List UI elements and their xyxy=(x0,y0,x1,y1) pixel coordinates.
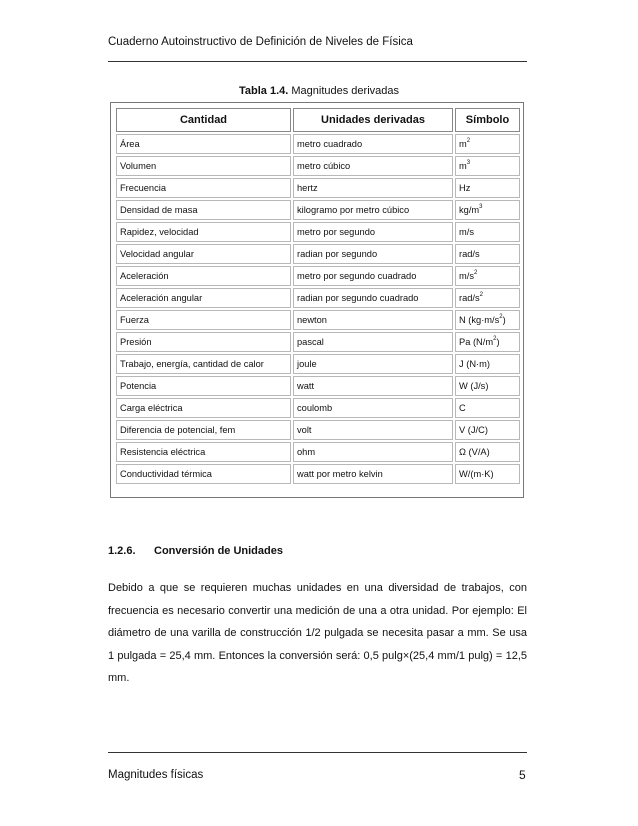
page-number: 5 xyxy=(519,768,526,782)
table-header-row xyxy=(116,108,520,132)
table-row xyxy=(116,376,520,396)
header-cantidad: Cantidad xyxy=(116,108,291,132)
cell-unidad: ohm xyxy=(293,442,453,462)
cell-cantidad: Diferencia de potencial, fem xyxy=(116,420,291,440)
section-number: 1.2.6. xyxy=(108,545,136,557)
table-row xyxy=(116,398,520,418)
symbol-text: Ω (V/A) xyxy=(459,447,490,457)
footer-rule xyxy=(108,752,527,753)
footer-title: Magnitudes físicas xyxy=(108,769,204,781)
cell-cantidad: Resistencia eléctrica xyxy=(116,442,291,462)
cell-unidad: watt xyxy=(293,376,453,396)
table-caption xyxy=(0,85,638,97)
cell-cantidad: Fuerza xyxy=(116,310,291,330)
cell-unidad: coulomb xyxy=(293,398,453,418)
cell-simbolo xyxy=(455,354,520,374)
cell-unidad: newton xyxy=(293,310,453,330)
symbol-text: rad/s xyxy=(459,293,480,303)
cell-cantidad: Presión xyxy=(116,332,291,352)
symbol-exponent: 2 xyxy=(499,314,503,320)
cell-simbolo xyxy=(455,464,520,484)
symbol-exponent: 3 xyxy=(466,160,471,166)
cell-unidad: radian por segundo cuadrado xyxy=(293,288,453,308)
cell-unidad: watt por metro kelvin xyxy=(293,464,453,484)
table-row xyxy=(116,178,520,198)
table-row xyxy=(116,464,520,484)
symbol-text: V (J/C) xyxy=(459,425,488,435)
table-caption-label: Tabla 1.4. xyxy=(238,85,289,97)
symbol-exponent: 2 xyxy=(479,292,484,298)
symbol-tail: ) xyxy=(496,337,500,347)
table-row xyxy=(116,134,520,154)
cell-unidad: metro por segundo xyxy=(293,222,453,242)
symbol-tail: ) xyxy=(502,315,506,325)
cell-cantidad: Frecuencia xyxy=(116,178,291,198)
cell-cantidad: Área xyxy=(116,134,291,154)
cell-cantidad: Trabajo, energía, cantidad de calor xyxy=(116,354,291,374)
section-heading xyxy=(108,545,283,557)
symbol-text: m xyxy=(459,139,467,149)
cell-unidad: metro cúbico xyxy=(293,156,453,176)
cell-simbolo xyxy=(455,222,520,242)
cell-unidad: hertz xyxy=(293,178,453,198)
header-unidades: Unidades derivadas xyxy=(293,108,453,132)
table-row xyxy=(116,156,520,176)
header-rule xyxy=(108,61,527,62)
cell-simbolo xyxy=(455,266,520,286)
table-row xyxy=(116,288,520,308)
table-row xyxy=(116,222,520,242)
symbol-text: m xyxy=(459,161,467,171)
cell-simbolo xyxy=(455,200,520,220)
table-row xyxy=(116,442,520,462)
cell-unidad: metro por segundo cuadrado xyxy=(293,266,453,286)
page-header: Cuaderno Autoinstructivo de Definición de Niveles de Física xyxy=(108,36,413,48)
symbol-text: rad/s xyxy=(459,249,480,259)
table-row xyxy=(116,354,520,374)
table-row xyxy=(116,332,520,352)
cell-cantidad: Aceleración xyxy=(116,266,291,286)
symbol-text: J (N·m) xyxy=(459,359,490,369)
cell-simbolo xyxy=(455,398,520,418)
cell-simbolo xyxy=(455,288,520,308)
table-row xyxy=(116,200,520,220)
cell-unidad: radian por segundo xyxy=(293,244,453,264)
symbol-exponent: 2 xyxy=(473,270,478,276)
cell-cantidad: Potencia xyxy=(116,376,291,396)
cell-simbolo xyxy=(455,134,520,154)
symbol-text: Hz xyxy=(459,183,471,193)
cell-cantidad: Velocidad angular xyxy=(116,244,291,264)
table-caption-text: Magnitudes derivadas xyxy=(288,85,399,97)
cell-unidad: volt xyxy=(293,420,453,440)
symbol-text: W (J/s) xyxy=(459,381,489,391)
cell-cantidad: Conductividad térmica xyxy=(116,464,291,484)
symbol-text: W/(m·K) xyxy=(459,469,494,479)
cell-simbolo xyxy=(455,376,520,396)
cell-simbolo xyxy=(455,310,520,330)
cell-unidad: pascal xyxy=(293,332,453,352)
cell-simbolo xyxy=(455,442,520,462)
table-row xyxy=(116,266,520,286)
symbol-text: m/s xyxy=(459,271,474,281)
cell-unidad: metro cuadrado xyxy=(293,134,453,154)
cell-cantidad: Aceleración angular xyxy=(116,288,291,308)
symbol-text: kg/m xyxy=(459,205,480,215)
symbol-text: m/s xyxy=(459,227,474,237)
header-simbolo: Símbolo xyxy=(455,108,520,132)
body-paragraph: Debido a que se requieren muchas unidades en una diversidad de trabajos, con frecuencia es necesario convertir una medición de una a otra unidad. Por ejemplo: El diámetro de una varilla de construcción 1/2 pulgada se necesita pasar a mm. Se usa 1 pulgada = 25,4 mm. Entonces la conversión será: 0,5 pulg×(25,4 mm/1 pulg) = 12,5 mm. xyxy=(108,582,527,684)
symbol-exponent: 2 xyxy=(493,336,497,342)
cell-simbolo xyxy=(455,178,520,198)
cell-cantidad: Volumen xyxy=(116,156,291,176)
table-grid xyxy=(114,106,522,486)
symbol-exponent: 2 xyxy=(466,138,471,144)
cell-cantidad: Densidad de masa xyxy=(116,200,291,220)
symbol-text: C xyxy=(459,403,466,413)
table-row xyxy=(116,310,520,330)
cell-simbolo xyxy=(455,156,520,176)
symbol-text: N (kg·m/s xyxy=(459,315,500,325)
symbol-text: Pa (N/m xyxy=(459,337,494,347)
derived-quantities-table xyxy=(110,102,524,498)
table-row xyxy=(116,420,520,440)
cell-simbolo xyxy=(455,244,520,264)
cell-unidad: kilogramo por metro cúbico xyxy=(293,200,453,220)
cell-unidad: joule xyxy=(293,354,453,374)
table-row xyxy=(116,244,520,264)
cell-simbolo xyxy=(455,332,520,352)
symbol-exponent: 3 xyxy=(479,204,483,210)
cell-simbolo xyxy=(455,420,520,440)
cell-cantidad: Rapidez, velocidad xyxy=(116,222,291,242)
section-title: Conversión de Unidades xyxy=(154,545,283,557)
cell-cantidad: Carga eléctrica xyxy=(116,398,291,418)
